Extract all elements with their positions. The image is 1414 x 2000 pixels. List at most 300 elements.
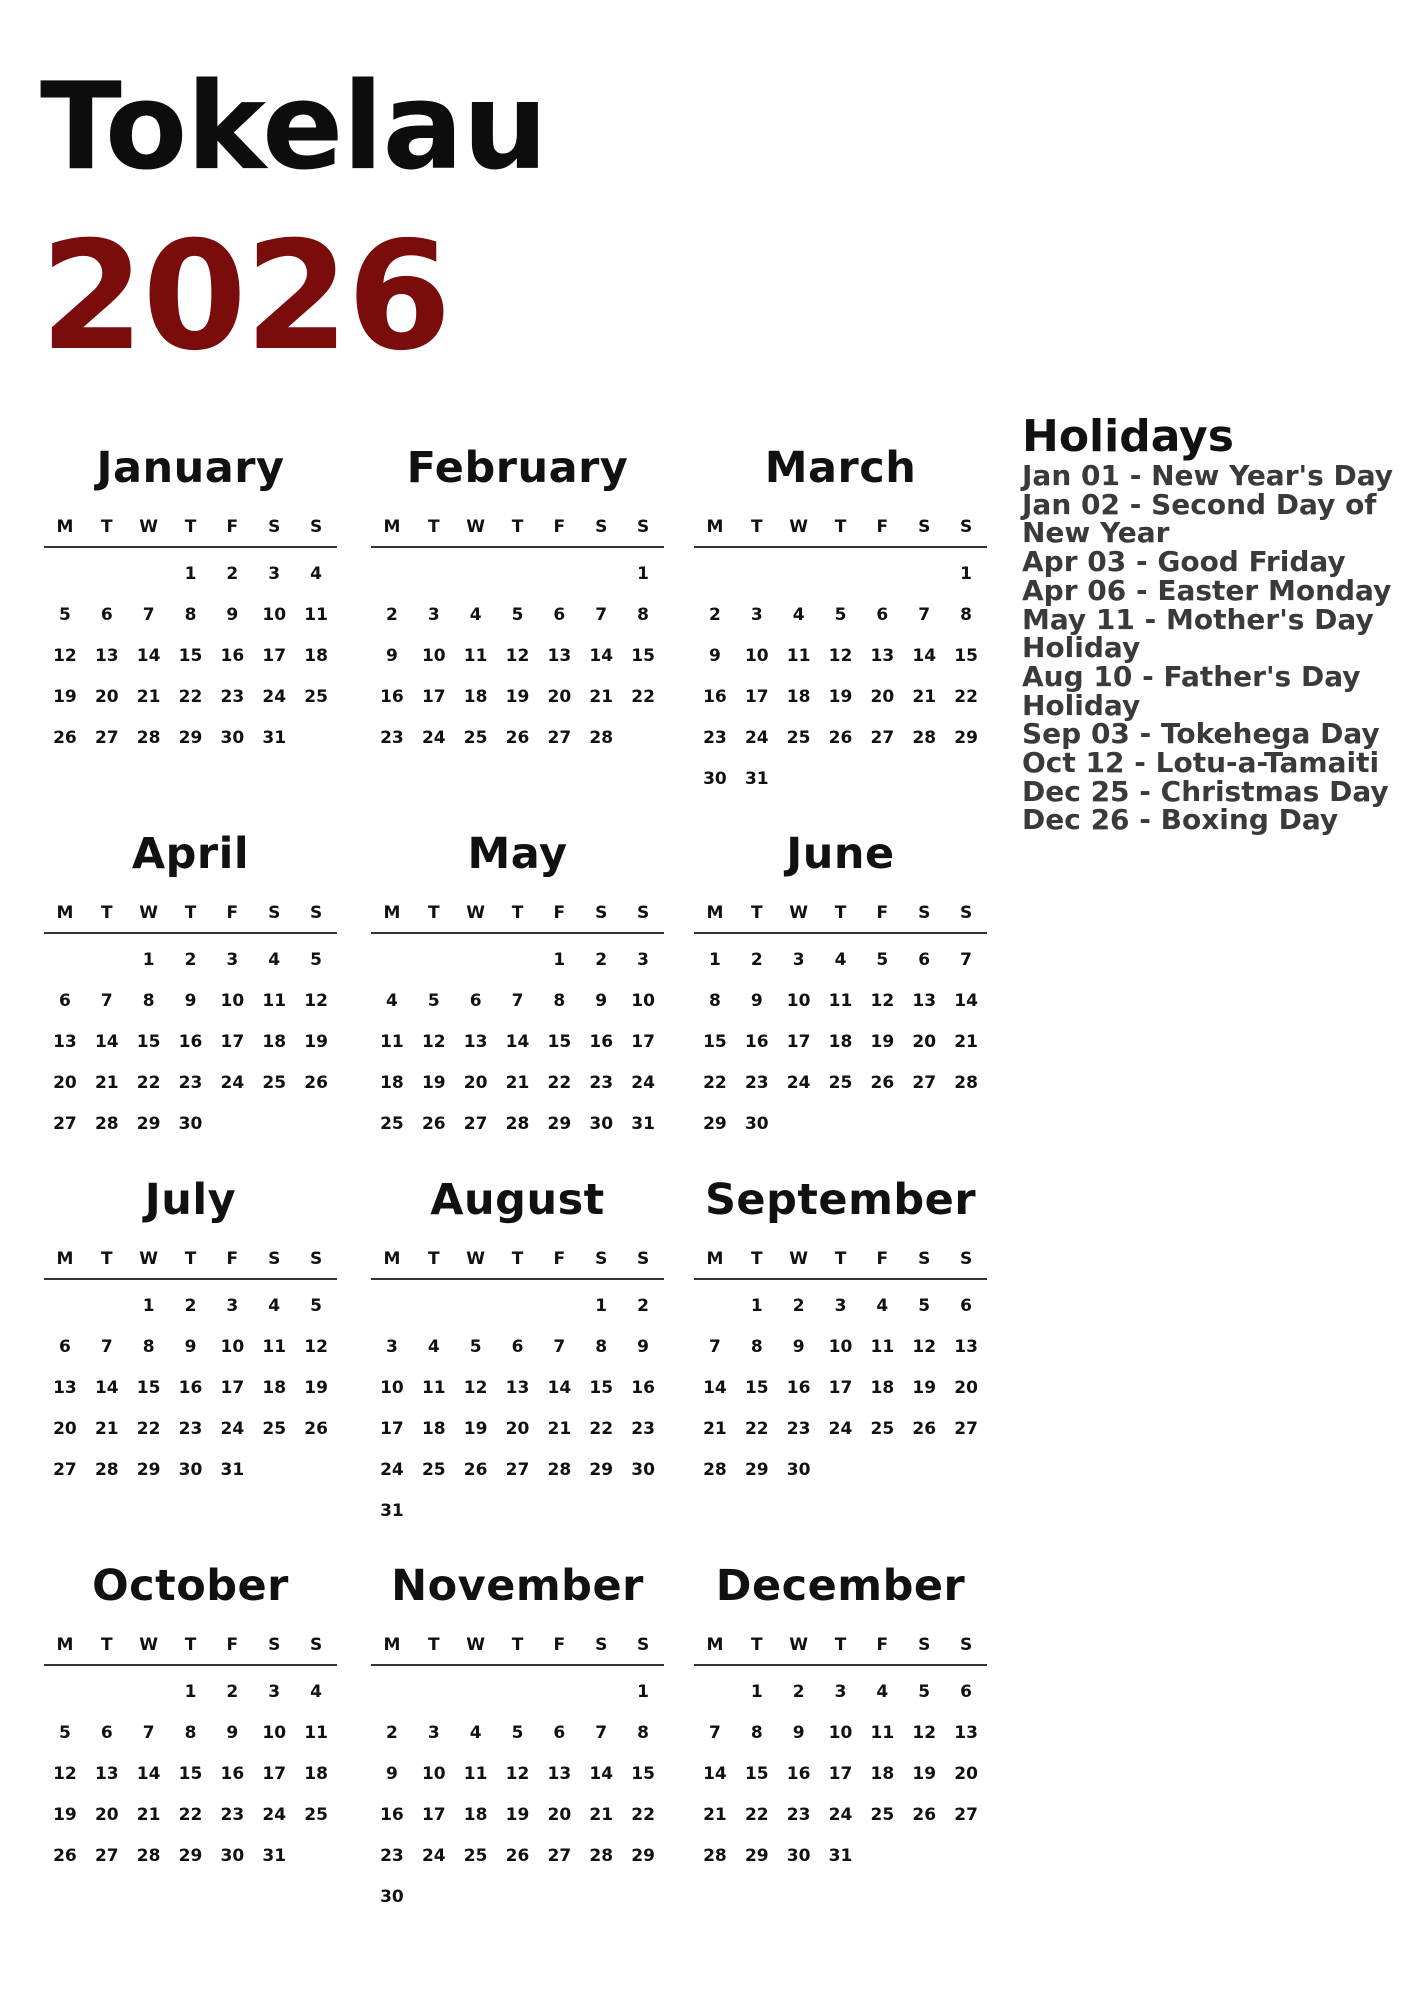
weekday-label: S xyxy=(959,903,973,923)
day-cell: 4 xyxy=(469,1723,482,1743)
day-cell: 14 xyxy=(547,1378,572,1398)
day-cell: 21 xyxy=(94,1073,119,1093)
weekday-header xyxy=(44,900,337,934)
weekday-label: S xyxy=(595,903,608,923)
day-cell: 15 xyxy=(744,1378,769,1398)
day-cell: 18 xyxy=(828,1032,853,1052)
weekday-label: W xyxy=(789,517,809,537)
weekday-label: W xyxy=(466,1249,486,1269)
weekday-label: S xyxy=(309,1249,323,1269)
empty-day-cell xyxy=(497,940,539,981)
weekday-label: T xyxy=(511,1635,524,1655)
day-cell: 14 xyxy=(136,646,161,666)
day-cell: 13 xyxy=(547,646,572,666)
month-october xyxy=(44,1558,337,1877)
weekday-label: S xyxy=(636,1249,650,1269)
empty-day-cell xyxy=(455,554,497,595)
day-cell: 12 xyxy=(304,991,328,1011)
day-cell: 4 xyxy=(792,605,805,625)
day-cell: 20 xyxy=(870,687,895,707)
day-cell: 5 xyxy=(59,1723,71,1743)
day-cell: 10 xyxy=(220,991,245,1011)
day-cell: 21 xyxy=(954,1032,978,1052)
day-cell: 22 xyxy=(178,1805,203,1825)
day-cell: 11 xyxy=(262,1337,287,1357)
empty-day-cell xyxy=(86,940,128,981)
day-cell: 5 xyxy=(310,1296,322,1316)
day-cell: 6 xyxy=(469,991,482,1011)
weekday-label: M xyxy=(383,517,401,537)
weekday-label: T xyxy=(100,1249,113,1269)
day-grid xyxy=(371,940,664,1145)
empty-day-cell xyxy=(736,554,778,595)
weekday-label: T xyxy=(834,1249,847,1269)
holiday-item: Aug 10 - Father's Day Holiday xyxy=(1022,659,1361,722)
day-cell: 9 xyxy=(792,1337,805,1357)
month-name: July xyxy=(144,1175,237,1225)
day-cell: 14 xyxy=(703,1378,727,1398)
day-cell: 31 xyxy=(744,769,769,789)
empty-day-cell xyxy=(497,1672,539,1713)
day-cell: 15 xyxy=(703,1032,727,1052)
day-cell: 1 xyxy=(750,1296,763,1316)
empty-day-cell xyxy=(371,554,413,595)
day-cell: 5 xyxy=(469,1337,482,1357)
day-cell: 24 xyxy=(786,1073,811,1093)
day-cell: 8 xyxy=(142,991,155,1011)
weekday-label: F xyxy=(876,517,889,537)
day-cell: 14 xyxy=(505,1032,530,1052)
day-cell: 3 xyxy=(750,605,763,625)
day-cell: 17 xyxy=(421,687,446,707)
day-cell: 28 xyxy=(703,1460,727,1480)
day-cell: 21 xyxy=(703,1805,727,1825)
day-cell: 17 xyxy=(220,1032,245,1052)
day-cell: 11 xyxy=(304,1723,328,1743)
day-cell: 30 xyxy=(178,1114,203,1134)
day-cell: 6 xyxy=(59,1337,71,1357)
day-cell: 24 xyxy=(220,1073,245,1093)
weekday-header xyxy=(694,1632,987,1666)
weekday-label: F xyxy=(226,1249,239,1269)
day-cell: 12 xyxy=(870,991,895,1011)
day-cell: 23 xyxy=(380,728,404,748)
day-cell: 1 xyxy=(709,950,721,970)
weekday-label: T xyxy=(750,1635,763,1655)
day-cell: 30 xyxy=(380,1887,404,1907)
day-cell: 5 xyxy=(511,1723,524,1743)
empty-day-cell xyxy=(413,940,455,981)
day-cell: 9 xyxy=(226,605,239,625)
day-cell: 22 xyxy=(744,1419,769,1439)
weekday-header xyxy=(44,1632,337,1666)
day-cell: 10 xyxy=(220,1337,245,1357)
day-cell: 19 xyxy=(53,687,77,707)
day-cell: 26 xyxy=(505,1846,530,1866)
day-cell: 18 xyxy=(786,687,811,707)
day-cell: 19 xyxy=(304,1378,328,1398)
day-cell: 20 xyxy=(547,687,572,707)
day-cell: 3 xyxy=(637,950,649,970)
day-cell: 29 xyxy=(744,1846,769,1866)
day-cell: 22 xyxy=(631,1805,655,1825)
day-cell: 24 xyxy=(421,728,446,748)
day-cell: 11 xyxy=(380,1032,404,1052)
empty-day-cell xyxy=(44,1286,86,1327)
day-cell: 2 xyxy=(750,950,763,970)
weekday-label: S xyxy=(268,1635,281,1655)
day-cell: 31 xyxy=(220,1460,245,1480)
day-cell: 1 xyxy=(637,564,649,584)
empty-day-cell xyxy=(580,554,622,595)
day-cell: 24 xyxy=(631,1073,655,1093)
day-cell: 12 xyxy=(505,1764,530,1784)
day-cell: 26 xyxy=(912,1419,937,1439)
empty-day-cell xyxy=(538,1286,580,1327)
weekday-header xyxy=(694,514,987,548)
day-cell: 2 xyxy=(386,1723,398,1743)
page-title: Tokelau xyxy=(40,58,547,197)
weekday-label: S xyxy=(918,517,931,537)
day-cell: 29 xyxy=(178,1846,203,1866)
day-cell: 8 xyxy=(637,605,649,625)
day-cell: 26 xyxy=(828,728,853,748)
day-cell: 29 xyxy=(178,728,203,748)
day-cell: 5 xyxy=(427,991,440,1011)
day-cell: 15 xyxy=(589,1378,614,1398)
day-cell: 29 xyxy=(136,1114,161,1134)
day-cell: 8 xyxy=(553,991,566,1011)
day-grid xyxy=(44,1286,337,1491)
holiday-item: Dec 26 - Boxing Day xyxy=(1022,803,1339,837)
day-cell: 23 xyxy=(631,1419,655,1439)
empty-day-cell xyxy=(455,1672,497,1713)
empty-day-cell xyxy=(44,940,86,981)
empty-day-cell xyxy=(580,1672,622,1713)
day-cell: 21 xyxy=(505,1073,530,1093)
weekday-label: F xyxy=(226,903,239,923)
day-cell: 12 xyxy=(53,1764,77,1784)
day-cell: 24 xyxy=(262,687,287,707)
day-cell: 7 xyxy=(142,605,155,625)
empty-day-cell xyxy=(694,554,736,595)
day-cell: 25 xyxy=(463,1846,488,1866)
day-cell: 11 xyxy=(262,991,287,1011)
holiday-item: Jan 02 - Second Day of New Year xyxy=(1022,487,1377,550)
weekday-label: T xyxy=(184,1635,197,1655)
weekday-label: W xyxy=(139,1635,159,1655)
empty-day-cell xyxy=(371,940,413,981)
weekday-label: T xyxy=(184,1249,197,1269)
day-cell: 17 xyxy=(220,1378,245,1398)
day-cell: 27 xyxy=(912,1073,937,1093)
day-cell: 7 xyxy=(100,1337,113,1357)
weekday-header xyxy=(371,1246,664,1280)
day-cell: 25 xyxy=(828,1073,853,1093)
day-cell: 20 xyxy=(954,1764,978,1784)
day-cell: 10 xyxy=(262,605,287,625)
day-grid xyxy=(44,940,337,1145)
month-name: February xyxy=(406,443,629,493)
day-cell: 9 xyxy=(386,1764,398,1784)
day-cell: 15 xyxy=(954,646,978,666)
month-january xyxy=(44,440,337,759)
day-cell: 24 xyxy=(744,728,769,748)
day-cell: 21 xyxy=(136,687,161,707)
empty-day-cell xyxy=(694,1672,736,1713)
day-cell: 13 xyxy=(547,1764,572,1784)
day-cell: 4 xyxy=(310,1682,322,1702)
day-cell: 31 xyxy=(262,728,287,748)
day-cell: 8 xyxy=(142,1337,155,1357)
day-cell: 30 xyxy=(178,1460,203,1480)
day-cell: 16 xyxy=(631,1378,655,1398)
day-cell: 9 xyxy=(792,1723,805,1743)
day-grid xyxy=(44,554,337,759)
weekday-label: T xyxy=(511,903,524,923)
day-cell: 3 xyxy=(427,1723,440,1743)
weekday-label: M xyxy=(706,1249,724,1269)
day-cell: 6 xyxy=(918,950,931,970)
day-cell: 12 xyxy=(912,1723,937,1743)
weekday-header xyxy=(44,514,337,548)
day-cell: 27 xyxy=(463,1114,488,1134)
day-cell: 27 xyxy=(53,1114,77,1134)
month-name: March xyxy=(764,443,917,493)
day-cell: 27 xyxy=(954,1805,978,1825)
day-cell: 3 xyxy=(427,605,440,625)
day-cell: 15 xyxy=(631,646,655,666)
weekday-label: S xyxy=(595,1635,608,1655)
month-name: August xyxy=(430,1175,605,1225)
day-cell: 25 xyxy=(304,687,328,707)
day-cell: 19 xyxy=(463,1419,488,1439)
day-cell: 24 xyxy=(828,1419,853,1439)
day-cell: 27 xyxy=(870,728,895,748)
empty-day-cell xyxy=(44,554,86,595)
day-cell: 18 xyxy=(304,1764,328,1784)
day-cell: 1 xyxy=(142,1296,155,1316)
weekday-label: F xyxy=(876,1635,889,1655)
day-cell: 18 xyxy=(304,646,328,666)
day-cell: 21 xyxy=(94,1419,119,1439)
weekday-header xyxy=(371,900,664,934)
day-cell: 12 xyxy=(912,1337,937,1357)
holidays-heading: Holidays xyxy=(1022,411,1234,462)
day-cell: 18 xyxy=(380,1073,404,1093)
day-cell: 28 xyxy=(94,1114,119,1134)
day-cell: 4 xyxy=(427,1337,440,1357)
day-cell: 23 xyxy=(589,1073,614,1093)
day-cell: 25 xyxy=(463,728,488,748)
weekday-label: T xyxy=(427,903,440,923)
day-cell: 3 xyxy=(226,950,239,970)
day-grid xyxy=(44,1672,337,1877)
weekday-label: T xyxy=(427,1635,440,1655)
day-cell: 25 xyxy=(304,1805,328,1825)
day-cell: 9 xyxy=(637,1337,649,1357)
day-cell: 17 xyxy=(828,1378,853,1398)
day-cell: 6 xyxy=(100,1723,113,1743)
month-august xyxy=(371,1172,664,1532)
day-cell: 21 xyxy=(589,687,614,707)
weekday-label: S xyxy=(309,1635,323,1655)
day-cell: 6 xyxy=(59,991,71,1011)
day-cell: 19 xyxy=(828,687,853,707)
day-cell: 6 xyxy=(100,605,113,625)
day-cell: 20 xyxy=(94,1805,119,1825)
weekday-label: M xyxy=(383,1249,401,1269)
day-cell: 23 xyxy=(786,1805,811,1825)
day-cell: 12 xyxy=(828,646,853,666)
day-cell: 12 xyxy=(463,1378,488,1398)
day-cell: 19 xyxy=(870,1032,895,1052)
day-cell: 15 xyxy=(136,1032,161,1052)
day-cell: 16 xyxy=(220,1764,245,1784)
day-cell: 1 xyxy=(142,950,155,970)
day-cell: 17 xyxy=(828,1764,853,1784)
day-cell: 16 xyxy=(178,1378,203,1398)
day-cell: 18 xyxy=(421,1419,446,1439)
day-cell: 8 xyxy=(750,1723,763,1743)
day-cell: 26 xyxy=(912,1805,937,1825)
day-cell: 10 xyxy=(828,1723,853,1743)
day-cell: 26 xyxy=(463,1460,488,1480)
weekday-label: T xyxy=(184,903,197,923)
day-cell: 22 xyxy=(589,1419,614,1439)
day-cell: 14 xyxy=(94,1378,119,1398)
day-cell: 23 xyxy=(786,1419,811,1439)
holiday-item: May 11 - Mother's Day Holiday xyxy=(1022,602,1374,665)
weekday-label: W xyxy=(139,1249,159,1269)
weekday-label: T xyxy=(427,1249,440,1269)
day-cell: 2 xyxy=(386,605,398,625)
day-cell: 31 xyxy=(828,1846,853,1866)
day-cell: 2 xyxy=(595,950,608,970)
day-cell: 5 xyxy=(310,950,322,970)
day-cell: 10 xyxy=(828,1337,853,1357)
weekday-label: M xyxy=(706,1635,724,1655)
day-cell: 31 xyxy=(262,1846,287,1866)
day-cell: 15 xyxy=(178,1764,203,1784)
weekday-label: W xyxy=(466,903,486,923)
day-cell: 23 xyxy=(220,1805,245,1825)
day-cell: 13 xyxy=(94,1764,119,1784)
weekday-label: W xyxy=(789,1635,809,1655)
day-cell: 12 xyxy=(53,646,77,666)
day-cell: 7 xyxy=(511,991,524,1011)
day-cell: 10 xyxy=(262,1723,287,1743)
day-cell: 19 xyxy=(53,1805,77,1825)
day-cell: 9 xyxy=(709,646,721,666)
empty-day-cell xyxy=(497,1286,539,1327)
empty-day-cell xyxy=(86,1672,128,1713)
empty-day-cell xyxy=(371,1286,413,1327)
day-cell: 19 xyxy=(912,1378,937,1398)
day-cell: 5 xyxy=(834,605,847,625)
day-cell: 7 xyxy=(595,605,608,625)
day-cell: 26 xyxy=(304,1073,328,1093)
weekday-header xyxy=(371,514,664,548)
weekday-label: W xyxy=(789,1249,809,1269)
day-cell: 1 xyxy=(595,1296,608,1316)
weekday-label: T xyxy=(511,517,524,537)
day-cell: 9 xyxy=(750,991,763,1011)
day-cell: 10 xyxy=(744,646,769,666)
month-march xyxy=(694,440,987,800)
empty-day-cell xyxy=(413,1672,455,1713)
day-cell: 20 xyxy=(463,1073,488,1093)
day-grid xyxy=(371,554,664,759)
weekday-label: S xyxy=(918,1249,931,1269)
day-cell: 29 xyxy=(954,728,978,748)
day-cell: 28 xyxy=(136,728,161,748)
month-name: April xyxy=(131,829,250,879)
day-grid xyxy=(694,1286,987,1491)
weekday-label: S xyxy=(268,1249,281,1269)
empty-day-cell xyxy=(413,1286,455,1327)
day-cell: 22 xyxy=(178,687,203,707)
day-cell: 13 xyxy=(912,991,937,1011)
day-cell: 29 xyxy=(703,1114,727,1134)
weekday-header xyxy=(44,1246,337,1280)
day-cell: 28 xyxy=(954,1073,978,1093)
day-cell: 16 xyxy=(220,646,245,666)
day-cell: 13 xyxy=(870,646,895,666)
day-cell: 22 xyxy=(744,1805,769,1825)
day-cell: 27 xyxy=(94,1846,119,1866)
day-cell: 21 xyxy=(703,1419,727,1439)
day-cell: 11 xyxy=(786,646,811,666)
day-cell: 16 xyxy=(744,1032,769,1052)
day-cell: 3 xyxy=(226,1296,239,1316)
weekday-label: T xyxy=(184,517,197,537)
weekday-label: T xyxy=(750,1249,763,1269)
empty-day-cell xyxy=(86,1286,128,1327)
day-cell: 27 xyxy=(547,1846,572,1866)
day-grid xyxy=(371,1672,664,1918)
month-july xyxy=(44,1172,337,1491)
day-cell: 5 xyxy=(59,605,71,625)
day-cell: 20 xyxy=(912,1032,937,1052)
day-cell: 23 xyxy=(703,728,727,748)
day-cell: 5 xyxy=(918,1682,931,1702)
day-cell: 10 xyxy=(421,646,446,666)
day-cell: 6 xyxy=(960,1296,972,1316)
day-cell: 8 xyxy=(184,605,197,625)
day-cell: 29 xyxy=(744,1460,769,1480)
day-cell: 7 xyxy=(553,1337,566,1357)
day-cell: 24 xyxy=(262,1805,287,1825)
day-cell: 30 xyxy=(786,1460,811,1480)
day-cell: 16 xyxy=(703,687,727,707)
day-cell: 12 xyxy=(421,1032,446,1052)
weekday-label: M xyxy=(383,903,401,923)
month-november xyxy=(371,1558,664,1918)
day-cell: 22 xyxy=(954,687,978,707)
day-cell: 29 xyxy=(631,1846,655,1866)
day-cell: 20 xyxy=(53,1073,77,1093)
empty-day-cell xyxy=(86,554,128,595)
month-name: June xyxy=(786,829,895,879)
weekday-label: W xyxy=(789,903,809,923)
day-cell: 13 xyxy=(463,1032,488,1052)
day-cell: 18 xyxy=(463,687,488,707)
day-cell: 10 xyxy=(786,991,811,1011)
day-cell: 14 xyxy=(589,646,614,666)
day-cell: 20 xyxy=(505,1419,530,1439)
day-cell: 2 xyxy=(226,564,239,584)
